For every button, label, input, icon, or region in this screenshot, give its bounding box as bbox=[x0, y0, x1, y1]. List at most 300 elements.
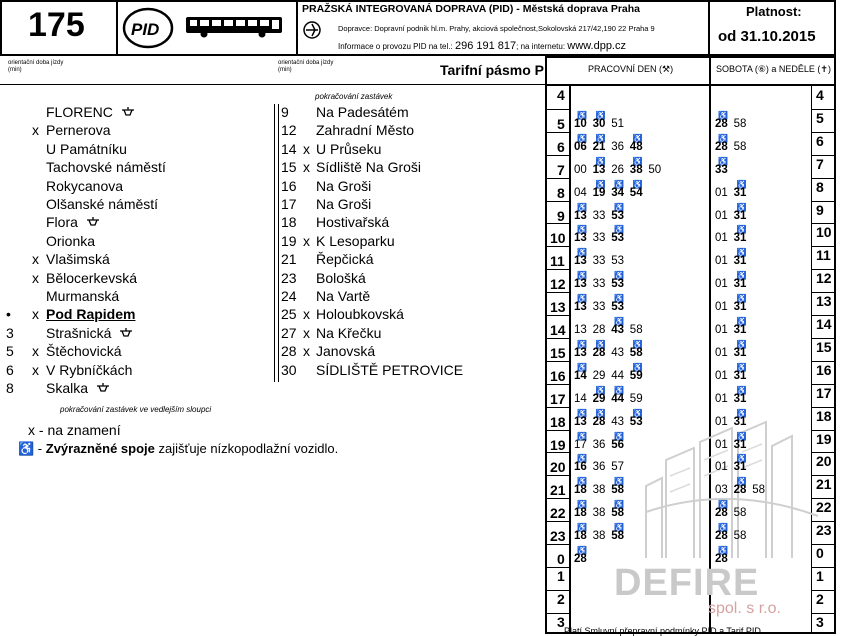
hour-row-rule bbox=[545, 292, 569, 293]
hour-row-rule bbox=[545, 223, 569, 224]
departure-weekday: 43 bbox=[611, 324, 624, 336]
departure-weekday: 36 bbox=[592, 461, 606, 474]
wheelchair-icon: ♿ bbox=[614, 294, 625, 304]
wheelchair-icon: ♿ bbox=[632, 339, 643, 349]
departure-weekend: 28 bbox=[715, 117, 728, 130]
header-title: PRAŽSKÁ INTEGROVANÁ DOPRAVA (PID) - Městská doprava Praha bbox=[302, 3, 640, 15]
departure-weekday: 18 bbox=[574, 530, 587, 543]
wheelchair-icon: ♿ bbox=[595, 385, 606, 395]
departure-weekend: 01 bbox=[715, 392, 728, 405]
hour-label: 14 bbox=[550, 322, 566, 338]
validity-label: Platnost: bbox=[746, 4, 802, 19]
departure-weekday: 19 bbox=[592, 186, 606, 199]
departure-weekday: 13 bbox=[574, 232, 587, 245]
departure-weekday: 59 bbox=[629, 392, 643, 405]
departure-weekend: 31 bbox=[733, 186, 747, 199]
departure-weekend: 01 bbox=[715, 369, 728, 382]
stop-column-divider bbox=[274, 104, 279, 382]
line-number: 175 bbox=[28, 6, 85, 44]
hour-row-rule bbox=[545, 452, 569, 453]
stop-left-time: 6 bbox=[6, 361, 14, 378]
departure-weekend: 31 bbox=[733, 324, 747, 336]
stop-left-name: Flora bbox=[46, 214, 78, 231]
hour-label-right: 19 bbox=[816, 430, 832, 447]
departure-weekday: 33 bbox=[592, 232, 606, 245]
hour-label: 13 bbox=[550, 299, 566, 316]
departure-weekday: 54 bbox=[629, 186, 643, 199]
hour-label-right: 17 bbox=[816, 384, 832, 401]
departure-weekend: 01 bbox=[715, 186, 728, 199]
stop-right-name: Na Groši bbox=[316, 177, 372, 194]
wheelchair-icon: ♿ bbox=[736, 317, 747, 326]
tram-connection-icon bbox=[86, 217, 100, 227]
wheelchair-icon: ♿ bbox=[736, 477, 747, 487]
stop-left-name: Rokycanova bbox=[46, 177, 124, 194]
stop-right-time: 17 bbox=[281, 196, 297, 212]
departure-weekend: 31 bbox=[733, 209, 747, 222]
departure-weekday: 04 bbox=[574, 186, 587, 199]
line-number-divider bbox=[116, 0, 118, 56]
departure-weekend: 58 bbox=[733, 140, 747, 153]
footer-note: Platí Smluvní přepravní podmínky PID a Tarif PID bbox=[564, 626, 761, 636]
wheelchair-icon: ♿ bbox=[577, 202, 587, 212]
stop-right-name: Na Vartě bbox=[316, 288, 371, 304]
stop-left-name: Štěchovická bbox=[46, 343, 122, 360]
departure-weekday: 30 bbox=[592, 117, 606, 130]
departure-weekday: 44 bbox=[611, 392, 624, 405]
departure-weekday: 34 bbox=[611, 186, 624, 199]
hour-label: 0 bbox=[557, 551, 565, 567]
stop-right-time: 18 bbox=[281, 214, 297, 231]
wheelchair-icon: ♿ bbox=[595, 110, 606, 120]
weekday-header: PRACOVNÍ DEN (⚒) bbox=[588, 64, 674, 74]
departure-weekend: 58 bbox=[733, 117, 747, 130]
departure-weekend: 31 bbox=[733, 461, 747, 474]
legend-low-floor-text: zajišťuje nízkopodlažní vozidlo. bbox=[154, 441, 339, 456]
legend-wheelchair-symbol: ♿ - bbox=[18, 441, 43, 456]
wheelchair-icon: ♿ bbox=[718, 110, 728, 120]
departure-weekday: 58 bbox=[629, 324, 643, 336]
wheelchair-icon: ♿ bbox=[614, 179, 625, 189]
hour-label-right: 11 bbox=[816, 247, 831, 264]
wheelchair-icon: ♿ bbox=[577, 271, 587, 281]
departure-weekend: 31 bbox=[733, 255, 747, 268]
wheelchair-icon: ♿ bbox=[736, 431, 747, 441]
stop-right-request: x bbox=[303, 324, 310, 341]
departure-weekday: 53 bbox=[611, 232, 624, 245]
wheelchair-icon: ♿ bbox=[595, 179, 606, 189]
wheelchair-icon: ♿ bbox=[736, 362, 747, 372]
departure-weekday: 33 bbox=[592, 301, 606, 314]
wheelchair-icon: ♿ bbox=[718, 156, 728, 166]
departure-weekday: 17 bbox=[574, 438, 587, 451]
departure-weekend: 01 bbox=[715, 438, 728, 451]
wheelchair-icon: ♿ bbox=[632, 133, 643, 143]
validity-date: od 31.10.2015 bbox=[718, 28, 816, 45]
hour-row-rule bbox=[545, 246, 569, 247]
stop-right-time: 15 bbox=[281, 159, 297, 176]
stop-left-request: x bbox=[32, 269, 39, 286]
wheelchair-icon: ♿ bbox=[718, 133, 728, 143]
departure-weekday: 13 bbox=[574, 278, 587, 291]
wheelchair-icon: ♿ bbox=[577, 294, 587, 304]
departure-weekend: 31 bbox=[733, 301, 747, 314]
departure-weekday: 13 bbox=[574, 255, 587, 268]
hour-row-rule bbox=[545, 475, 569, 476]
hour-label-right: 7 bbox=[816, 155, 824, 172]
departure-weekend: 31 bbox=[733, 392, 747, 405]
wheelchair-icon: ♿ bbox=[595, 133, 606, 143]
stop-right-time: 23 bbox=[281, 269, 297, 286]
stop-right-name: Holoubkovská bbox=[316, 306, 404, 323]
watermark-building-icon bbox=[642, 420, 818, 560]
departure-weekday: 13 bbox=[574, 301, 587, 314]
stop-left-name: Olšanské náměstí bbox=[46, 196, 159, 212]
orientation-label-left: orientační doba jízdy (min) bbox=[8, 60, 64, 73]
wheelchair-icon: ♿ bbox=[736, 339, 747, 349]
departure-weekday: 36 bbox=[592, 438, 606, 451]
departure-weekend: 01 bbox=[715, 255, 728, 268]
hour-label: 10 bbox=[550, 230, 566, 247]
hour-row-rule bbox=[545, 132, 569, 133]
hour-label: 11 bbox=[550, 253, 565, 270]
wheelchair-icon: ♿ bbox=[614, 385, 625, 395]
hour-label-right: 1 bbox=[816, 567, 824, 584]
stop-left-name: V Rybníčkách bbox=[46, 361, 133, 378]
wheelchair-icon: ♿ bbox=[718, 546, 728, 555]
wheelchair-icon: ♿ bbox=[577, 500, 587, 510]
departure-weekday: 48 bbox=[629, 140, 643, 153]
info-line bbox=[338, 40, 626, 52]
wheelchair-icon: ♿ bbox=[632, 156, 643, 166]
hour-row-rule bbox=[545, 338, 569, 339]
bus-icon bbox=[184, 14, 286, 38]
stop-left-time: • bbox=[6, 306, 11, 323]
stop-right-time: 27 bbox=[281, 324, 297, 341]
departure-weekday: 53 bbox=[611, 209, 624, 222]
departure-weekday: 00 bbox=[574, 163, 587, 176]
stop-right-request: x bbox=[303, 232, 310, 249]
wheelchair-icon: ♿ bbox=[736, 225, 747, 235]
note-continuation-top: pokračování zastávek bbox=[315, 92, 393, 101]
stop-left-time: 5 bbox=[6, 343, 14, 360]
wheelchair-icon: ♿ bbox=[614, 271, 625, 281]
hour-row-rule bbox=[545, 498, 569, 499]
stop-left-name: U Památníku bbox=[46, 140, 127, 157]
wheelchair-icon: ♿ bbox=[577, 225, 587, 235]
departure-weekend: 31 bbox=[733, 232, 747, 245]
departure-weekend: 01 bbox=[715, 324, 728, 336]
stop-right-time: 30 bbox=[281, 361, 297, 378]
departure-weekend: 01 bbox=[715, 415, 728, 428]
wheelchair-icon: ♿ bbox=[577, 454, 587, 464]
stop-right-time: 21 bbox=[281, 251, 297, 268]
hour-label-right: 4 bbox=[816, 87, 824, 103]
departure-weekday: 13 bbox=[574, 324, 587, 336]
departure-weekend: 01 bbox=[715, 278, 728, 291]
tariff-zone: Tarifní pásmo P bbox=[440, 62, 544, 78]
legend-low-floor bbox=[18, 441, 338, 457]
departure-weekend: 58 bbox=[733, 507, 747, 520]
wheelchair-icon: ♿ bbox=[577, 362, 587, 372]
validity-divider bbox=[708, 0, 710, 56]
departure-weekday: 43 bbox=[611, 415, 624, 428]
departure-weekday: 58 bbox=[629, 346, 643, 359]
hour-label-right: 15 bbox=[816, 338, 832, 355]
departure-weekday: 13 bbox=[574, 415, 587, 428]
departure-weekend: 01 bbox=[715, 346, 728, 359]
hour-label: 18 bbox=[550, 413, 566, 430]
stop-right-name: Na Křečku bbox=[316, 324, 382, 341]
wheelchair-icon: ♿ bbox=[595, 156, 606, 166]
hour-row-rule bbox=[545, 544, 569, 545]
stop-left-request: x bbox=[32, 306, 39, 323]
departure-weekend: 31 bbox=[733, 369, 747, 382]
hour-label-right: 6 bbox=[816, 132, 824, 149]
departure-weekday: 28 bbox=[592, 346, 606, 359]
hour-row-rule bbox=[545, 430, 569, 431]
departure-weekend: 01 bbox=[715, 209, 728, 222]
departure-weekend: 31 bbox=[733, 346, 747, 359]
departure-weekday: 13 bbox=[574, 346, 587, 359]
hour-label-right: 22 bbox=[816, 499, 832, 516]
departure-weekend: 28 bbox=[733, 484, 747, 497]
stop-left-request: x bbox=[32, 343, 39, 360]
wheelchair-icon: ♿ bbox=[736, 202, 747, 212]
wheelchair-icon: ♿ bbox=[736, 294, 747, 304]
hour-label-right: 9 bbox=[816, 201, 824, 218]
hour-label: 23 bbox=[550, 528, 566, 545]
stop-right-time: 9 bbox=[281, 104, 289, 120]
hour-label-right: 14 bbox=[816, 316, 832, 332]
hour-label-right: 0 bbox=[816, 545, 824, 561]
departure-weekend: 31 bbox=[733, 278, 747, 291]
stop-left-time: 3 bbox=[6, 324, 14, 341]
stop-left-name: Murmanská bbox=[46, 288, 120, 304]
wheelchair-icon: ♿ bbox=[718, 500, 728, 510]
stop-left-name: Vlašimská bbox=[46, 251, 110, 268]
hour-row-rule bbox=[545, 315, 569, 316]
hour-label-right: 3 bbox=[816, 613, 824, 630]
departure-weekend: 28 bbox=[715, 507, 728, 520]
wheelchair-icon: ♿ bbox=[736, 248, 747, 258]
stop-right-time: 19 bbox=[281, 232, 297, 249]
tram-connection-icon bbox=[96, 383, 110, 393]
departure-weekday: 33 bbox=[592, 255, 606, 268]
departure-weekend: 33 bbox=[715, 163, 728, 176]
departure-weekday: 50 bbox=[648, 163, 662, 176]
departure-weekday: 21 bbox=[592, 140, 606, 153]
hour-label: 8 bbox=[557, 184, 565, 201]
hour-label-right: 20 bbox=[816, 453, 832, 470]
wheelchair-icon: ♿ bbox=[577, 523, 587, 533]
departure-weekday: 58 bbox=[611, 484, 624, 497]
timetable-header-rule bbox=[545, 84, 836, 86]
hour-label-right: 16 bbox=[816, 361, 832, 378]
info-prefix: Informace o provozu PID na tel.: bbox=[338, 42, 453, 51]
departure-weekend: 58 bbox=[733, 530, 747, 543]
departure-weekend: 03 bbox=[715, 484, 728, 497]
wheelchair-icon: ♿ bbox=[614, 317, 625, 326]
hour-row-rule bbox=[545, 155, 569, 156]
departure-weekday: 18 bbox=[574, 507, 587, 520]
weekday-left-border bbox=[569, 86, 571, 634]
departure-weekday: 53 bbox=[611, 255, 624, 268]
stop-left-name: Bělocerkevská bbox=[46, 269, 138, 286]
hour-label: 15 bbox=[550, 344, 566, 361]
hour-label: 9 bbox=[557, 207, 565, 224]
stop-right-time: 28 bbox=[281, 343, 297, 360]
stop-right-request: x bbox=[303, 159, 310, 176]
departure-weekend: 31 bbox=[733, 415, 747, 428]
hour-label: 7 bbox=[557, 161, 565, 178]
departure-weekday: 16 bbox=[574, 461, 587, 474]
hour-label-right: 12 bbox=[816, 270, 832, 287]
stop-right-request: x bbox=[303, 306, 310, 323]
hour-label-right: 2 bbox=[816, 590, 824, 607]
info-phone: 296 191 817 bbox=[454, 40, 517, 52]
departure-weekend: 28 bbox=[715, 553, 728, 565]
departure-weekday: 58 bbox=[611, 530, 624, 543]
departure-weekday: 51 bbox=[611, 117, 624, 130]
departure-weekday: 33 bbox=[592, 278, 606, 291]
departure-weekday: 18 bbox=[574, 484, 587, 497]
wheelchair-icon: ♿ bbox=[736, 385, 747, 395]
dpp-logo-icon bbox=[302, 20, 322, 40]
stop-right-name: Na Groši bbox=[316, 196, 372, 212]
hour-label: 12 bbox=[550, 276, 566, 293]
stop-right-time: 16 bbox=[281, 177, 297, 194]
watermark-name: DEFIRE bbox=[614, 562, 760, 604]
header-logo-divider bbox=[296, 0, 298, 56]
wheelchair-icon: ♿ bbox=[632, 362, 643, 372]
departure-weekday: 38 bbox=[592, 530, 606, 543]
wheelchair-icon: ♿ bbox=[577, 339, 587, 349]
hour-label: 3 bbox=[557, 613, 565, 630]
legend-request-symbol: x - bbox=[28, 422, 44, 438]
departure-weekend: 01 bbox=[715, 301, 728, 314]
departure-weekday: 53 bbox=[629, 415, 643, 428]
stop-right-time: 14 bbox=[281, 140, 297, 157]
wheelchair-icon: ♿ bbox=[632, 408, 643, 418]
departure-weekend: 31 bbox=[733, 438, 747, 451]
subheader-rule bbox=[0, 84, 545, 85]
stop-right-request: x bbox=[303, 140, 310, 157]
departure-weekday: 13 bbox=[574, 209, 587, 222]
info-web-prefix: ; na internetu: bbox=[516, 42, 566, 51]
departure-weekday: 57 bbox=[611, 461, 624, 474]
stop-left-request: x bbox=[32, 361, 39, 378]
departure-weekend: 28 bbox=[715, 140, 728, 153]
wheelchair-icon: ♿ bbox=[736, 271, 747, 281]
hour-row-rule bbox=[545, 361, 569, 362]
wheelchair-icon: ♿ bbox=[577, 248, 587, 258]
hour-label-right: 18 bbox=[816, 407, 832, 424]
hour-label: 19 bbox=[550, 436, 566, 453]
wheelchair-icon: ♿ bbox=[614, 225, 625, 235]
departure-weekday: 14 bbox=[574, 369, 587, 382]
wheelchair-icon: ♿ bbox=[614, 477, 625, 487]
hour-label: 17 bbox=[550, 390, 566, 407]
hour-label-right: 21 bbox=[816, 476, 832, 493]
wheelchair-icon: ♿ bbox=[736, 454, 747, 464]
tram-connection-icon bbox=[119, 328, 133, 338]
stop-left-name: Tachovské náměstí bbox=[46, 159, 166, 176]
hour-label: 4 bbox=[557, 87, 565, 103]
hour-label-right: 23 bbox=[816, 522, 832, 539]
departure-weekday: 38 bbox=[629, 163, 643, 176]
departure-weekday: 56 bbox=[611, 438, 624, 451]
hour-label-right: 10 bbox=[816, 224, 832, 241]
stop-right-name: U Průseku bbox=[316, 140, 382, 157]
stop-right-request: x bbox=[303, 343, 310, 360]
departure-weekday: 43 bbox=[611, 346, 624, 359]
hour-label: 21 bbox=[550, 482, 566, 499]
hour-label-right: 8 bbox=[816, 178, 824, 195]
wheelchair-icon: ♿ bbox=[595, 408, 606, 418]
departure-weekend: 01 bbox=[715, 232, 728, 245]
hour-row-rule bbox=[545, 109, 569, 110]
hour-row-rule bbox=[545, 384, 569, 385]
departure-weekday: 14 bbox=[574, 392, 587, 405]
hour-label: 22 bbox=[550, 505, 566, 522]
stop-right-name: Hostivařská bbox=[316, 214, 390, 231]
hour-row-rule bbox=[545, 521, 569, 522]
stop-left-request: x bbox=[32, 251, 39, 268]
departure-weekday: 06 bbox=[574, 140, 587, 153]
pid-logo-icon bbox=[122, 6, 174, 50]
stop-right-name: Janovská bbox=[316, 343, 376, 360]
stop-right-name: Zahradní Město bbox=[316, 122, 415, 139]
wheelchair-icon: ♿ bbox=[595, 339, 606, 349]
departure-weekend: 28 bbox=[715, 530, 728, 543]
stop-right-name: Bološká bbox=[316, 269, 366, 286]
stop-left-name: Pernerova bbox=[46, 122, 111, 139]
stop-right-name: Sídliště Na Groši bbox=[316, 159, 422, 176]
stop-left-request: x bbox=[32, 122, 39, 139]
departure-weekday: 59 bbox=[629, 369, 643, 382]
departure-weekday: 28 bbox=[574, 553, 587, 565]
departure-weekday: 38 bbox=[592, 484, 606, 497]
weekend-header: SOBOTA (⑥) a NEDĚLE (✝) bbox=[716, 64, 831, 74]
operator-text: Dopravce: Dopravní podnik hl.m. Prahy, akciová společnost,Sokolovská 217/42,190 22 Praha 9 bbox=[338, 24, 655, 33]
hour-row-rule bbox=[545, 269, 569, 270]
stop-right-time: 24 bbox=[281, 288, 297, 304]
departure-weekday: 10 bbox=[574, 117, 587, 130]
departure-weekday: 53 bbox=[611, 278, 624, 291]
wheelchair-icon: ♿ bbox=[718, 523, 728, 533]
departure-weekday: 28 bbox=[592, 415, 606, 428]
departure-weekday: 33 bbox=[592, 209, 606, 222]
orientation-label-right: orientační doba jízdy (min) bbox=[278, 60, 334, 73]
wheelchair-icon: ♿ bbox=[577, 546, 587, 555]
wheelchair-icon: ♿ bbox=[736, 408, 747, 418]
stop-left-name: Skalka bbox=[46, 380, 89, 396]
hour-row-rule bbox=[545, 178, 569, 179]
info-web: www.dpp.cz bbox=[567, 40, 626, 52]
departure-weekday: 29 bbox=[592, 392, 606, 405]
stop-left-time: 8 bbox=[6, 380, 14, 396]
hour-label: 20 bbox=[550, 459, 566, 476]
svg-text:PID: PID bbox=[131, 20, 160, 39]
departure-weekday: 53 bbox=[611, 301, 624, 314]
hour-label: 16 bbox=[550, 367, 566, 384]
wheelchair-icon: ♿ bbox=[577, 133, 587, 143]
watermark-sub: spol. s r.o. bbox=[708, 600, 781, 617]
departure-weekday: 13 bbox=[592, 163, 606, 176]
wheelchair-icon: ♿ bbox=[577, 408, 587, 418]
stop-right-name: Na Padesátém bbox=[316, 104, 409, 120]
